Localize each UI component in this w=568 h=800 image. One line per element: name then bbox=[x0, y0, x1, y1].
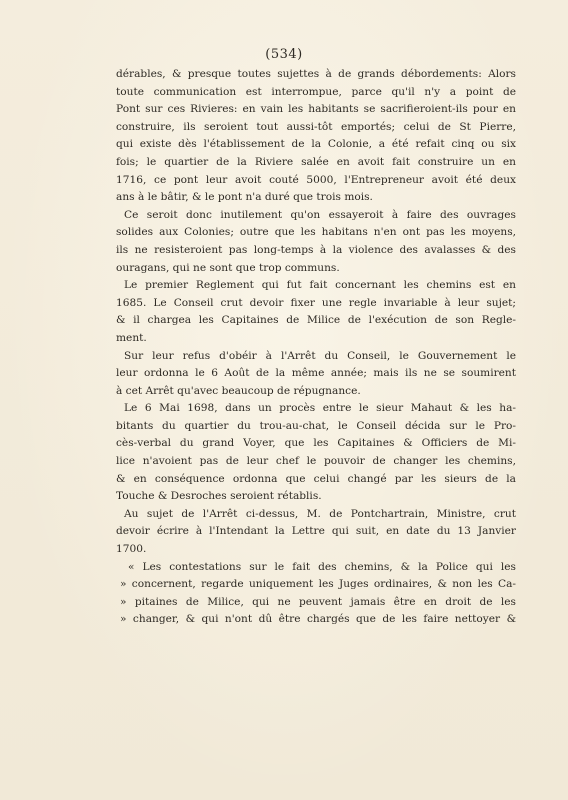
text-line: bitants du quartier du trou-au-chat, le Conseil décida sur le Pro- bbox=[116, 419, 516, 432]
text-line: » changer, & qui n'ont dû être chargés que de les faire nettoyer & bbox=[120, 613, 516, 626]
text-line: Sur leur refus d'obéir à l'Arrêt du Conseil, le Gouvernement le bbox=[124, 349, 516, 362]
text-line: » concernent, regarde uniquement les Juges ordinaires, & non les Ca- bbox=[120, 578, 516, 591]
text-line: Touche & Desroches seroient rétablis. bbox=[116, 490, 322, 503]
text-line: Le premier Reglement qui fut fait concernant les chemins est en bbox=[124, 279, 516, 292]
text-line: ment. bbox=[116, 331, 147, 344]
text-line: construire, ils seroient tout aussi-tôt emportés; celui de St Pierre, bbox=[116, 120, 516, 133]
text-line: 1685. Le Conseil crut devoir fixer une regle invariable à leur sujet; bbox=[116, 296, 516, 309]
text-line: 1700. bbox=[116, 543, 147, 556]
text-line: qui existe dès l'établissement de la Colonie, a été refait cinq ou six bbox=[116, 138, 516, 151]
text-line: Le 6 Mai 1698, dans un procès entre le sieur Mahaut & les ha- bbox=[124, 402, 516, 415]
text-line: ils ne resisteroient pas long-temps à la violence des avalasses & des bbox=[116, 243, 516, 256]
text-line: lice n'avoient pas de leur chef le pouvoir de changer les chemins, bbox=[116, 455, 516, 468]
page-number: (534) bbox=[265, 47, 303, 62]
text-line: & il chargea les Capitaines de Milice de l'exécution de son Regle- bbox=[116, 314, 516, 327]
text-line: devoir écrire à l'Intendant la Lettre qui suit, en date du 13 Janvier bbox=[116, 525, 516, 538]
text-line: à cet Arrêt qu'avec beaucoup de répugnance. bbox=[116, 384, 361, 397]
text-line: toute communication est interrompue, parce qu'il n'y a point de bbox=[116, 85, 516, 98]
text-line: dérables, & presque toutes sujettes à de grands débordements: Alors bbox=[116, 68, 516, 80]
body-text bbox=[116, 66, 516, 629]
text-line: Pont sur ces Rivieres: en vain les habitants se sacrifieroient-ils pour en bbox=[116, 103, 516, 116]
text-line: leur ordonna le 6 Août de la même année; mais ils ne se soumirent bbox=[116, 367, 516, 380]
text-line: solides aux Colonies; outre que les habitans n'en ont pas les moyens, bbox=[116, 226, 516, 239]
text-line: ouragans, qui ne sont que trop communs. bbox=[116, 261, 340, 274]
text-line: fois; le quartier de la Riviere salée en avoit fait construire un en bbox=[116, 155, 516, 168]
text-line: & en conséquence ordonna que celui changé par les sieurs de la bbox=[116, 472, 516, 485]
text-line: Ce seroit donc inutilement qu'on essayeroit à faire des ouvrages bbox=[124, 208, 516, 221]
text-line: 1716, ce pont leur avoit couté 5000, l'Entrepreneur avoit été deux bbox=[116, 173, 516, 186]
text-line: cès-verbal du grand Voyer, que les Capitaines & Officiers de Mi- bbox=[116, 437, 516, 450]
text-line: ans à le bâtir, & le pont n'a duré que trois mois. bbox=[116, 191, 373, 204]
text-line: Au sujet de l'Arrêt ci-dessus, M. de Pontchartrain, Ministre, crut bbox=[124, 507, 516, 520]
text-line: » pitaines de Milice, qui ne peuvent jamais être en droit de les bbox=[120, 595, 516, 608]
text-line: « Les contestations sur le fait des chemins, & la Police qui les bbox=[128, 560, 516, 573]
